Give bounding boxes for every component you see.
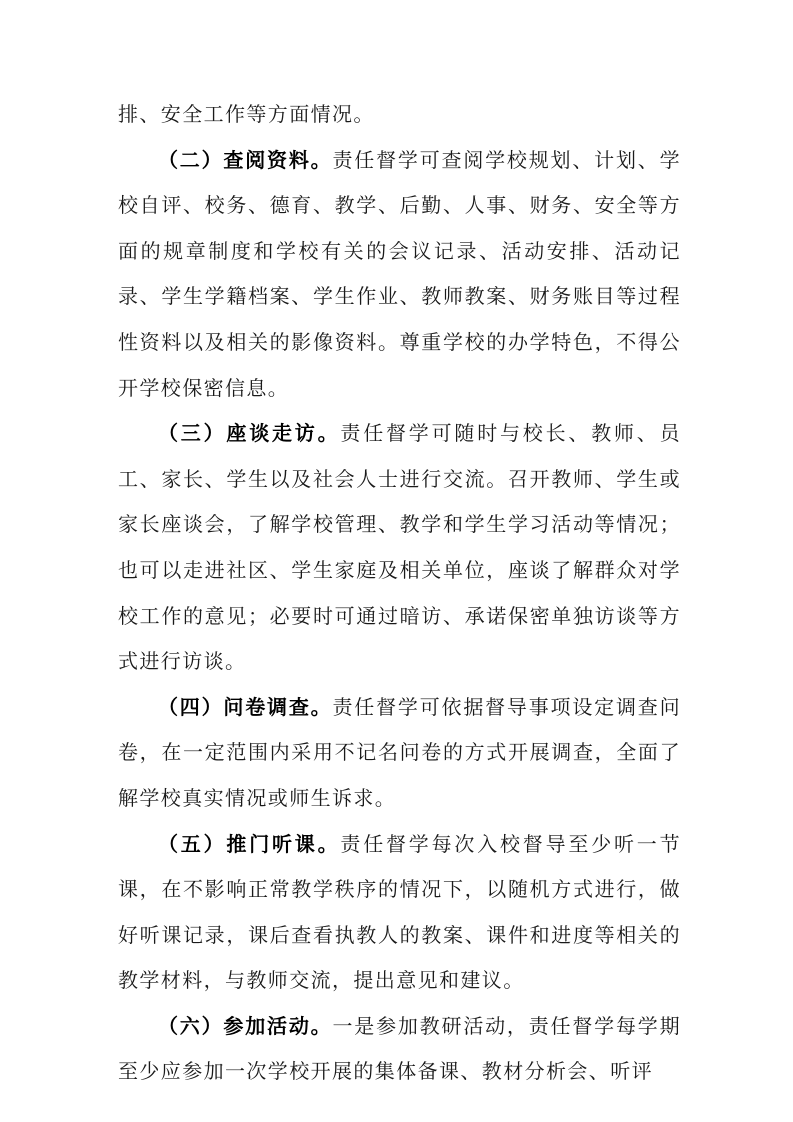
section-heading: （五）推门听课。	[158, 831, 341, 856]
section-heading: （三）座谈走访。	[158, 421, 341, 446]
paragraph-text: 一是参加教研活动，责任督学每学期至少应参加一次学校开展的集体备课、教材分析会、听评	[118, 1013, 681, 1084]
paragraph-text: 责任督学可随时与校长、教师、员工、家长、学生以及社会人士进行交流。召开教师、学生或家长座谈会，了解学校管理、教学和学生学习活动等情况；也可以走进社区、学生家庭及相关单位，座谈了解群众对学校工作的意见；必要时可通过暗访、承诺保密单独访谈等方式进行访谈。	[118, 421, 682, 674]
paragraph-review-materials	[118, 138, 681, 412]
paragraph-interviews	[118, 411, 681, 685]
paragraph-text: 责任督学可依据督导事项设定调查问卷，在一定范围内采用不记名问卷的方式开展调查，全面了解学校真实情况或师生诉求。	[118, 694, 681, 810]
paragraph-continuation	[118, 92, 681, 138]
section-heading: （六）参加活动。	[158, 1013, 333, 1038]
paragraph-text: 责任督学每次入校督导至少听一节课，在不影响正常教学秩序的情况下，以随机方式进行，做好听课记录，课后查看执教人的教案、课件和进度等相关的教学材料，与教师交流，提出意见和建议。	[118, 831, 682, 993]
paragraph-classroom-observation	[118, 822, 681, 1004]
paragraph-questionnaire	[118, 685, 681, 822]
document-body	[118, 92, 681, 1095]
paragraph-text: 责任督学可查阅学校规划、计划、学校自评、校务、德育、教学、后勤、人事、财务、安全等方面的规章制度和学校有关的会议记录、活动安排、活动记录、学生学籍档案、学生作业、教师教案、财务账目等过程性资料以及相关的影像资料。尊重学校的办学特色，不得公开学校保密信息。	[118, 147, 681, 400]
section-heading: （四）问卷调查。	[158, 694, 333, 719]
paragraph-activities	[118, 1004, 681, 1095]
paragraph-text: 排、安全工作等方面情况。	[118, 102, 375, 126]
section-heading: （二）查阅资料。	[158, 147, 333, 172]
